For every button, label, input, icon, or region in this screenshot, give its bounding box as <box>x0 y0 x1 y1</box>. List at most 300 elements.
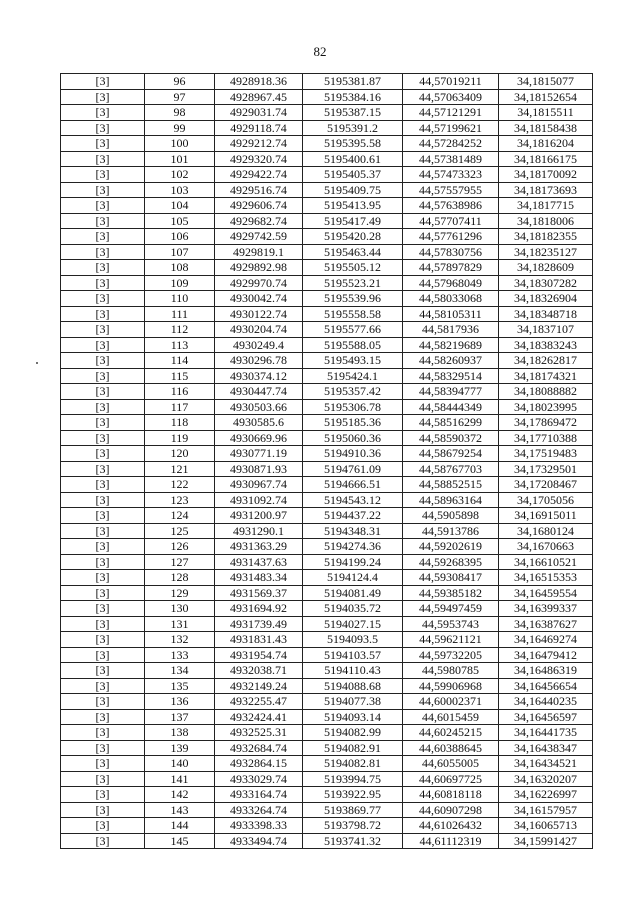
cell-point-number: 112 <box>145 322 215 338</box>
cell-latitude: 44,59308417 <box>403 570 499 586</box>
cell-x-coordinate: 4930374.12 <box>215 368 303 384</box>
cell-x-coordinate: 4930967.74 <box>215 477 303 493</box>
cell-point-number: 116 <box>145 384 215 400</box>
cell-latitude: 44,60388645 <box>403 740 499 756</box>
table-row <box>61 787 593 803</box>
cell-x-coordinate: 4930296.78 <box>215 353 303 369</box>
cell-longitude: 34,18235127 <box>499 244 593 260</box>
cell-y-coordinate: 5194082.99 <box>303 725 403 741</box>
table-row <box>61 461 593 477</box>
cell-point-number: 110 <box>145 291 215 307</box>
cell-latitude: 44,57897829 <box>403 260 499 276</box>
cell-point-number: 106 <box>145 229 215 245</box>
cell-longitude: 34,15991427 <box>499 833 593 849</box>
cell-source-ref: [3] <box>61 632 145 648</box>
cell-x-coordinate: 4930249.4 <box>215 337 303 353</box>
cell-x-coordinate: 4929682.74 <box>215 213 303 229</box>
cell-longitude: 34,1816204 <box>499 136 593 152</box>
cell-point-number: 117 <box>145 399 215 415</box>
table-row <box>61 833 593 849</box>
cell-x-coordinate: 4930204.74 <box>215 322 303 338</box>
cell-x-coordinate: 4931092.74 <box>215 492 303 508</box>
cell-y-coordinate: 5195558.58 <box>303 306 403 322</box>
cell-latitude: 44,58767703 <box>403 461 499 477</box>
cell-x-coordinate: 4930503.66 <box>215 399 303 415</box>
table-row <box>61 275 593 291</box>
cell-y-coordinate: 5194124.4 <box>303 570 403 586</box>
cell-source-ref: [3] <box>61 709 145 725</box>
cell-y-coordinate: 5193869.77 <box>303 802 403 818</box>
cell-y-coordinate: 5194910.36 <box>303 446 403 462</box>
cell-x-coordinate: 4929118.74 <box>215 120 303 136</box>
cell-latitude: 44,58394777 <box>403 384 499 400</box>
cell-latitude: 44,58516299 <box>403 415 499 431</box>
cell-longitude: 34,16399337 <box>499 601 593 617</box>
cell-source-ref: [3] <box>61 446 145 462</box>
cell-y-coordinate: 5193994.75 <box>303 771 403 787</box>
cell-point-number: 113 <box>145 337 215 353</box>
cell-source-ref: [3] <box>61 756 145 772</box>
cell-latitude: 44,58329514 <box>403 368 499 384</box>
cell-longitude: 34,1705056 <box>499 492 593 508</box>
cell-latitude: 44,59621121 <box>403 632 499 648</box>
cell-source-ref: [3] <box>61 523 145 539</box>
cell-source-ref: [3] <box>61 477 145 493</box>
cell-latitude: 44,58105311 <box>403 306 499 322</box>
table-row <box>61 368 593 384</box>
cell-y-coordinate: 5195413.95 <box>303 198 403 214</box>
cell-latitude: 44,57557955 <box>403 182 499 198</box>
cell-point-number: 123 <box>145 492 215 508</box>
cell-y-coordinate: 5194093.5 <box>303 632 403 648</box>
cell-point-number: 111 <box>145 306 215 322</box>
cell-longitude: 34,16456654 <box>499 678 593 694</box>
cell-point-number: 137 <box>145 709 215 725</box>
table-row <box>61 539 593 555</box>
cell-longitude: 34,18182355 <box>499 229 593 245</box>
cell-latitude: 44,57473323 <box>403 167 499 183</box>
table-row <box>61 709 593 725</box>
cell-point-number: 133 <box>145 647 215 663</box>
cell-y-coordinate: 5195185.36 <box>303 415 403 431</box>
cell-source-ref: [3] <box>61 74 145 90</box>
cell-latitude: 44,57707411 <box>403 213 499 229</box>
cell-source-ref: [3] <box>61 740 145 756</box>
cell-point-number: 101 <box>145 151 215 167</box>
table-row <box>61 260 593 276</box>
cell-point-number: 141 <box>145 771 215 787</box>
cell-longitude: 34,16469274 <box>499 632 593 648</box>
table-row <box>61 353 593 369</box>
cell-longitude: 34,18383243 <box>499 337 593 353</box>
table-row <box>61 105 593 121</box>
table-row <box>61 601 593 617</box>
table-row <box>61 616 593 632</box>
cell-x-coordinate: 4932684.74 <box>215 740 303 756</box>
table-row <box>61 446 593 462</box>
cell-x-coordinate: 4933494.74 <box>215 833 303 849</box>
cell-latitude: 44,59906968 <box>403 678 499 694</box>
cell-y-coordinate: 5193741.32 <box>303 833 403 849</box>
cell-point-number: 138 <box>145 725 215 741</box>
cell-latitude: 44,57968049 <box>403 275 499 291</box>
cell-point-number: 132 <box>145 632 215 648</box>
cell-x-coordinate: 4931363.29 <box>215 539 303 555</box>
cell-source-ref: [3] <box>61 601 145 617</box>
cell-source-ref: [3] <box>61 833 145 849</box>
cell-source-ref: [3] <box>61 802 145 818</box>
cell-source-ref: [3] <box>61 415 145 431</box>
cell-y-coordinate: 5195060.36 <box>303 430 403 446</box>
cell-longitude: 34,18166175 <box>499 151 593 167</box>
cell-longitude: 34,16610521 <box>499 554 593 570</box>
cell-point-number: 119 <box>145 430 215 446</box>
cell-latitude: 44,5913786 <box>403 523 499 539</box>
cell-latitude: 44,6055005 <box>403 756 499 772</box>
cell-y-coordinate: 5195539.96 <box>303 291 403 307</box>
cell-x-coordinate: 4931290.1 <box>215 523 303 539</box>
cell-point-number: 135 <box>145 678 215 694</box>
cell-latitude: 44,60002371 <box>403 694 499 710</box>
cell-source-ref: [3] <box>61 167 145 183</box>
cell-latitude: 44,58852515 <box>403 477 499 493</box>
cell-longitude: 34,16915011 <box>499 508 593 524</box>
cell-point-number: 140 <box>145 756 215 772</box>
cell-longitude: 34,17208467 <box>499 477 593 493</box>
cell-longitude: 34,18158438 <box>499 120 593 136</box>
cell-latitude: 44,61112319 <box>403 833 499 849</box>
cell-y-coordinate: 5193798.72 <box>303 818 403 834</box>
table-row <box>61 818 593 834</box>
cell-x-coordinate: 4931437.63 <box>215 554 303 570</box>
cell-point-number: 108 <box>145 260 215 276</box>
cell-longitude: 34,1815077 <box>499 74 593 90</box>
cell-latitude: 44,57199621 <box>403 120 499 136</box>
cell-x-coordinate: 4930871.93 <box>215 461 303 477</box>
cell-source-ref: [3] <box>61 120 145 136</box>
cell-longitude: 34,17329501 <box>499 461 593 477</box>
cell-x-coordinate: 4929516.74 <box>215 182 303 198</box>
cell-source-ref: [3] <box>61 554 145 570</box>
cell-x-coordinate: 4930447.74 <box>215 384 303 400</box>
cell-x-coordinate: 4932525.31 <box>215 725 303 741</box>
cell-longitude: 34,17710388 <box>499 430 593 446</box>
cell-source-ref: [3] <box>61 663 145 679</box>
cell-y-coordinate: 5195405.37 <box>303 167 403 183</box>
cell-longitude: 34,18088882 <box>499 384 593 400</box>
cell-x-coordinate: 4932255.47 <box>215 694 303 710</box>
cell-point-number: 136 <box>145 694 215 710</box>
table-row <box>61 430 593 446</box>
cell-y-coordinate: 5195588.05 <box>303 337 403 353</box>
cell-latitude: 44,60697725 <box>403 771 499 787</box>
cell-y-coordinate: 5195424.1 <box>303 368 403 384</box>
cell-x-coordinate: 4930042.74 <box>215 291 303 307</box>
cell-source-ref: [3] <box>61 616 145 632</box>
table-row <box>61 322 593 338</box>
table-row <box>61 306 593 322</box>
cell-latitude: 44,61026432 <box>403 818 499 834</box>
cell-longitude: 34,16479412 <box>499 647 593 663</box>
cell-point-number: 125 <box>145 523 215 539</box>
cell-x-coordinate: 4931483.34 <box>215 570 303 586</box>
cell-y-coordinate: 5195505.12 <box>303 260 403 276</box>
cell-x-coordinate: 4928967.45 <box>215 89 303 105</box>
cell-x-coordinate: 4933264.74 <box>215 802 303 818</box>
cell-point-number: 97 <box>145 89 215 105</box>
cell-point-number: 109 <box>145 275 215 291</box>
cell-longitude: 34,16226997 <box>499 787 593 803</box>
table-row <box>61 523 593 539</box>
cell-longitude: 34,16459554 <box>499 585 593 601</box>
cell-x-coordinate: 4932149.24 <box>215 678 303 694</box>
cell-longitude: 34,16515353 <box>499 570 593 586</box>
cell-point-number: 98 <box>145 105 215 121</box>
cell-longitude: 34,16441735 <box>499 725 593 741</box>
cell-point-number: 145 <box>145 833 215 849</box>
cell-longitude: 34,1817715 <box>499 198 593 214</box>
cell-point-number: 143 <box>145 802 215 818</box>
cell-y-coordinate: 5194027.15 <box>303 616 403 632</box>
cell-x-coordinate: 4929212.74 <box>215 136 303 152</box>
cell-source-ref: [3] <box>61 539 145 555</box>
cell-latitude: 44,59385182 <box>403 585 499 601</box>
cell-point-number: 115 <box>145 368 215 384</box>
cell-y-coordinate: 5194199.24 <box>303 554 403 570</box>
cell-x-coordinate: 4930669.96 <box>215 430 303 446</box>
cell-x-coordinate: 4932424.41 <box>215 709 303 725</box>
cell-latitude: 44,60245215 <box>403 725 499 741</box>
cell-y-coordinate: 5195577.66 <box>303 322 403 338</box>
cell-y-coordinate: 5195391.2 <box>303 120 403 136</box>
cell-x-coordinate: 4929606.74 <box>215 198 303 214</box>
table-row <box>61 182 593 198</box>
cell-latitude: 44,59497459 <box>403 601 499 617</box>
cell-x-coordinate: 4933398.33 <box>215 818 303 834</box>
cell-longitude: 34,18174321 <box>499 368 593 384</box>
cell-y-coordinate: 5194274.36 <box>303 539 403 555</box>
cell-source-ref: [3] <box>61 244 145 260</box>
table-row <box>61 756 593 772</box>
table-row <box>61 477 593 493</box>
cell-x-coordinate: 4930122.74 <box>215 306 303 322</box>
cell-latitude: 44,6015459 <box>403 709 499 725</box>
cell-y-coordinate: 5194081.49 <box>303 585 403 601</box>
cell-y-coordinate: 5194088.68 <box>303 678 403 694</box>
cell-point-number: 105 <box>145 213 215 229</box>
cell-latitude: 44,58679254 <box>403 446 499 462</box>
cell-source-ref: [3] <box>61 198 145 214</box>
table-row <box>61 663 593 679</box>
table-row <box>61 384 593 400</box>
cell-x-coordinate: 4932038.71 <box>215 663 303 679</box>
cell-source-ref: [3] <box>61 771 145 787</box>
cell-source-ref: [3] <box>61 322 145 338</box>
cell-latitude: 44,58444349 <box>403 399 499 415</box>
cell-y-coordinate: 5195357.42 <box>303 384 403 400</box>
table-row <box>61 802 593 818</box>
cell-source-ref: [3] <box>61 229 145 245</box>
cell-latitude: 44,5953743 <box>403 616 499 632</box>
cell-x-coordinate: 4931831.43 <box>215 632 303 648</box>
cell-source-ref: [3] <box>61 384 145 400</box>
cell-source-ref: [3] <box>61 678 145 694</box>
cell-source-ref: [3] <box>61 353 145 369</box>
cell-x-coordinate: 4929742.59 <box>215 229 303 245</box>
cell-point-number: 114 <box>145 353 215 369</box>
cell-latitude: 44,57830756 <box>403 244 499 260</box>
cell-y-coordinate: 5195387.15 <box>303 105 403 121</box>
cell-longitude: 34,1670663 <box>499 539 593 555</box>
cell-longitude: 34,1837107 <box>499 322 593 338</box>
cell-point-number: 122 <box>145 477 215 493</box>
cell-source-ref: [3] <box>61 182 145 198</box>
cell-latitude: 44,59268395 <box>403 554 499 570</box>
cell-point-number: 130 <box>145 601 215 617</box>
cell-source-ref: [3] <box>61 694 145 710</box>
cell-source-ref: [3] <box>61 105 145 121</box>
cell-latitude: 44,5905898 <box>403 508 499 524</box>
cell-longitude: 34,16320207 <box>499 771 593 787</box>
cell-longitude: 34,16387627 <box>499 616 593 632</box>
cell-latitude: 44,57121291 <box>403 105 499 121</box>
cell-x-coordinate: 4929819.1 <box>215 244 303 260</box>
cell-longitude: 34,18326904 <box>499 291 593 307</box>
table-row <box>61 740 593 756</box>
table-row <box>61 508 593 524</box>
cell-source-ref: [3] <box>61 368 145 384</box>
cell-y-coordinate: 5194093.14 <box>303 709 403 725</box>
cell-y-coordinate: 5194035.72 <box>303 601 403 617</box>
cell-latitude: 44,57381489 <box>403 151 499 167</box>
cell-source-ref: [3] <box>61 399 145 415</box>
cell-point-number: 102 <box>145 167 215 183</box>
cell-x-coordinate: 4933029.74 <box>215 771 303 787</box>
cell-latitude: 44,58260937 <box>403 353 499 369</box>
cell-y-coordinate: 5194543.12 <box>303 492 403 508</box>
cell-x-coordinate: 4929320.74 <box>215 151 303 167</box>
cell-point-number: 100 <box>145 136 215 152</box>
cell-longitude: 34,1680124 <box>499 523 593 539</box>
cell-y-coordinate: 5195381.87 <box>303 74 403 90</box>
cell-y-coordinate: 5195384.16 <box>303 89 403 105</box>
cell-longitude: 34,1818006 <box>499 213 593 229</box>
coordinates-table <box>60 73 593 849</box>
table-row <box>61 291 593 307</box>
cell-y-coordinate: 5194082.91 <box>303 740 403 756</box>
cell-latitude: 44,57638986 <box>403 198 499 214</box>
cell-latitude: 44,5980785 <box>403 663 499 679</box>
cell-latitude: 44,60818118 <box>403 787 499 803</box>
table-row <box>61 198 593 214</box>
cell-source-ref: [3] <box>61 492 145 508</box>
cell-source-ref: [3] <box>61 260 145 276</box>
cell-latitude: 44,60907298 <box>403 802 499 818</box>
cell-latitude: 44,5817936 <box>403 322 499 338</box>
cell-longitude: 34,16456597 <box>499 709 593 725</box>
cell-point-number: 134 <box>145 663 215 679</box>
cell-latitude: 44,59732205 <box>403 647 499 663</box>
cell-point-number: 144 <box>145 818 215 834</box>
cell-source-ref: [3] <box>61 508 145 524</box>
cell-x-coordinate: 4929892.98 <box>215 260 303 276</box>
page-number: 82 <box>313 44 327 59</box>
cell-longitude: 34,18170092 <box>499 167 593 183</box>
cell-longitude: 34,1828609 <box>499 260 593 276</box>
cell-source-ref: [3] <box>61 89 145 105</box>
cell-y-coordinate: 5194103.57 <box>303 647 403 663</box>
cell-point-number: 128 <box>145 570 215 586</box>
cell-x-coordinate: 4930771.19 <box>215 446 303 462</box>
cell-point-number: 126 <box>145 539 215 555</box>
cell-y-coordinate: 5194666.51 <box>303 477 403 493</box>
cell-longitude: 34,18023995 <box>499 399 593 415</box>
cell-longitude: 34,18262817 <box>499 353 593 369</box>
cell-source-ref: [3] <box>61 213 145 229</box>
cell-y-coordinate: 5194082.81 <box>303 756 403 772</box>
cell-y-coordinate: 5195395.58 <box>303 136 403 152</box>
table-row <box>61 492 593 508</box>
cell-point-number: 104 <box>145 198 215 214</box>
table-row <box>61 399 593 415</box>
cell-y-coordinate: 5195463.44 <box>303 244 403 260</box>
table-row <box>61 136 593 152</box>
table-row <box>61 151 593 167</box>
cell-longitude: 34,16065713 <box>499 818 593 834</box>
cell-source-ref: [3] <box>61 136 145 152</box>
cell-y-coordinate: 5194437.22 <box>303 508 403 524</box>
cell-source-ref: [3] <box>61 291 145 307</box>
cell-y-coordinate: 5195417.49 <box>303 213 403 229</box>
cell-source-ref: [3] <box>61 725 145 741</box>
cell-longitude: 34,18173693 <box>499 182 593 198</box>
cell-source-ref: [3] <box>61 430 145 446</box>
cell-longitude: 34,18152654 <box>499 89 593 105</box>
cell-longitude: 34,1815511 <box>499 105 593 121</box>
cell-x-coordinate: 4929422.74 <box>215 167 303 183</box>
cell-point-number: 96 <box>145 74 215 90</box>
cell-latitude: 44,57063409 <box>403 89 499 105</box>
table-row <box>61 167 593 183</box>
cell-point-number: 99 <box>145 120 215 136</box>
table-row <box>61 120 593 136</box>
table-row <box>61 632 593 648</box>
cell-source-ref: [3] <box>61 818 145 834</box>
table-row <box>61 585 593 601</box>
cell-y-coordinate: 5195400.61 <box>303 151 403 167</box>
cell-y-coordinate: 5195493.15 <box>303 353 403 369</box>
cell-x-coordinate: 4930585.6 <box>215 415 303 431</box>
table-row <box>61 694 593 710</box>
cell-y-coordinate: 5193922.95 <box>303 787 403 803</box>
cell-point-number: 118 <box>145 415 215 431</box>
cell-x-coordinate: 4931739.49 <box>215 616 303 632</box>
table-row <box>61 244 593 260</box>
cell-x-coordinate: 4929970.74 <box>215 275 303 291</box>
cell-y-coordinate: 5194077.38 <box>303 694 403 710</box>
cell-point-number: 124 <box>145 508 215 524</box>
cell-latitude: 44,58590372 <box>403 430 499 446</box>
cell-point-number: 103 <box>145 182 215 198</box>
table-row <box>61 771 593 787</box>
cell-source-ref: [3] <box>61 275 145 291</box>
stray-dot-mark <box>36 362 38 364</box>
table-row <box>61 74 593 90</box>
cell-x-coordinate: 4931694.92 <box>215 601 303 617</box>
cell-latitude: 44,58219689 <box>403 337 499 353</box>
cell-longitude: 34,16157957 <box>499 802 593 818</box>
cell-latitude: 44,57019211 <box>403 74 499 90</box>
